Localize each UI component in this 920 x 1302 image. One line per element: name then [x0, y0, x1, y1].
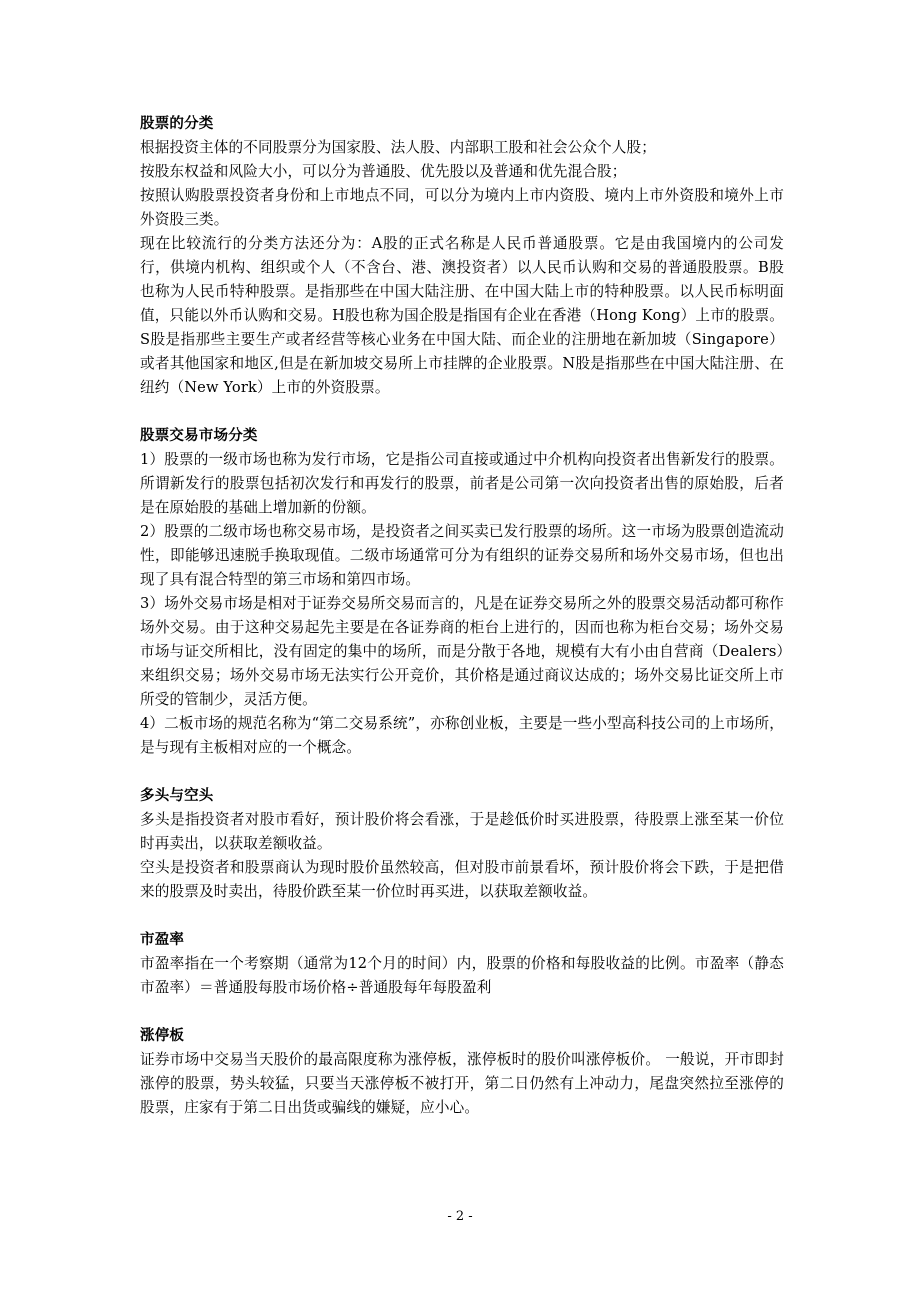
paragraph: 多头是指投资者对股市看好，预计股价将会看涨，于是趁低价时买进股票，待股票上涨至某一价位时再卖出，以获取差额收益。 [140, 811, 784, 852]
section-heading: 股票的分类 [140, 116, 214, 132]
section-market-classification [140, 424, 784, 760]
paragraph: 1）股票的一级市场也称为发行市场，它是指公司直接或通过中介机构向投资者出售新发行的股票。所谓新发行的股票包括初次发行和再发行的股票，前者是公司第一次向投资者出售的原始股，后者是在原始股的基础上增加新的份额。 [140, 451, 784, 516]
paragraph: 证券市场中交易当天股价的最高限度称为涨停板，涨停板时的股价叫涨停板价。 一般说，开市即封涨停的股票，势头较猛，只要当天涨停板不被打开，第二日仍然有上冲动力，尾盘突然拉至涨停的股票，庄家有于第二日出货或骗线的嫌疑，应小心。 [140, 1051, 784, 1116]
paragraph: 按股东权益和风险大小，可以分为普通股、优先股以及普通和优先混合股； [140, 163, 627, 180]
page-number: - 2 - [447, 1209, 473, 1224]
section-pe-ratio [140, 928, 784, 1000]
document-body [140, 112, 784, 1120]
section-heading: 股票交易市场分类 [140, 428, 258, 444]
paragraph: 3）场外交易市场是相对于证券交易所交易而言的，凡是在证券交易所之外的股票交易活动都可称作场外交易。由于这种交易起先主要是在各证券商的柜台上进行的，因而也称为柜台交易；场外交易市场与证交所相比，没有固定的集中的场所，而是分散于各地，规模有大有小由自营商（Dealers）来组织交易；场外交易市场无法实行公开竞价，其价格是通过商议达成的；场外交易比证交所上市所受的管制少，灵活方便。 [140, 595, 784, 708]
section-heading: 市盈率 [140, 932, 185, 948]
paragraph: 2）股票的二级市场也称交易市场，是投资者之间买卖已发行股票的场所。这一市场为股票创造流动性，即能够迅速脱手换取现值。二级市场通常可分为有组织的证券交易所和场外交易市场，但也出现了具有混合特型的第三市场和第四市场。 [140, 523, 784, 588]
section-long-short [140, 784, 784, 904]
section-limit-up [140, 1024, 784, 1120]
paragraph: 根据投资主体的不同股票分为国家股、法人股、内部职工股和社会公众个人股； [140, 139, 657, 156]
section-heading: 涨停板 [140, 1028, 185, 1044]
paragraph: 按照认购股票投资者身份和上市地点不同，可以分为境内上市内资股、境内上市外资股和境外上市外资股三类。 [140, 187, 784, 228]
section-heading: 多头与空头 [140, 788, 214, 804]
paragraph: 4）二板市场的规范名称为“第二交易系统”，亦称创业板，主要是一些小型高科技公司的上市场所，是与现有主板相对应的一个概念。 [140, 715, 784, 756]
paragraph: 空头是投资者和股票商认为现时股价虽然较高，但对股市前景看坏，预计股价将会下跌，于是把借来的股票及时卖出，待股价跌至某一价位时再买进，以获取差额收益。 [140, 859, 784, 900]
section-stock-classification [140, 112, 784, 400]
paragraph: 现在比较流行的分类方法还分为：A股的正式名称是人民币普通股票。它是由我国境内的公司发行，供境内机构、组织或个人（不含台、港、澳投资者）以人民币认购和交易的普通股股票。B股也称为人民币特种股票。是指那些在中国大陆注册、在中国大陆上市的特种股票。以人民币标明面值，只能以外币认购和交易。H股也称为国企股是指国有企业在香港（Hong Kong）上市的股票。S股是指那些主要生产或者经营等核心业务在中国大陆、而企业的注册地在新加坡（Singapore）或者其他国家和地区,但是在新加坡交易所上市挂牌的企业股票。N股是指那些在中国大陆注册、在纽约（New York）上市的外资股票。 [140, 235, 784, 396]
paragraph: 市盈率指在一个考察期（通常为12个月的时间）内，股票的价格和每股收益的比例。市盈率（静态市盈率）＝普通股每股市场价格÷普通股每年每股盈利 [140, 955, 784, 996]
